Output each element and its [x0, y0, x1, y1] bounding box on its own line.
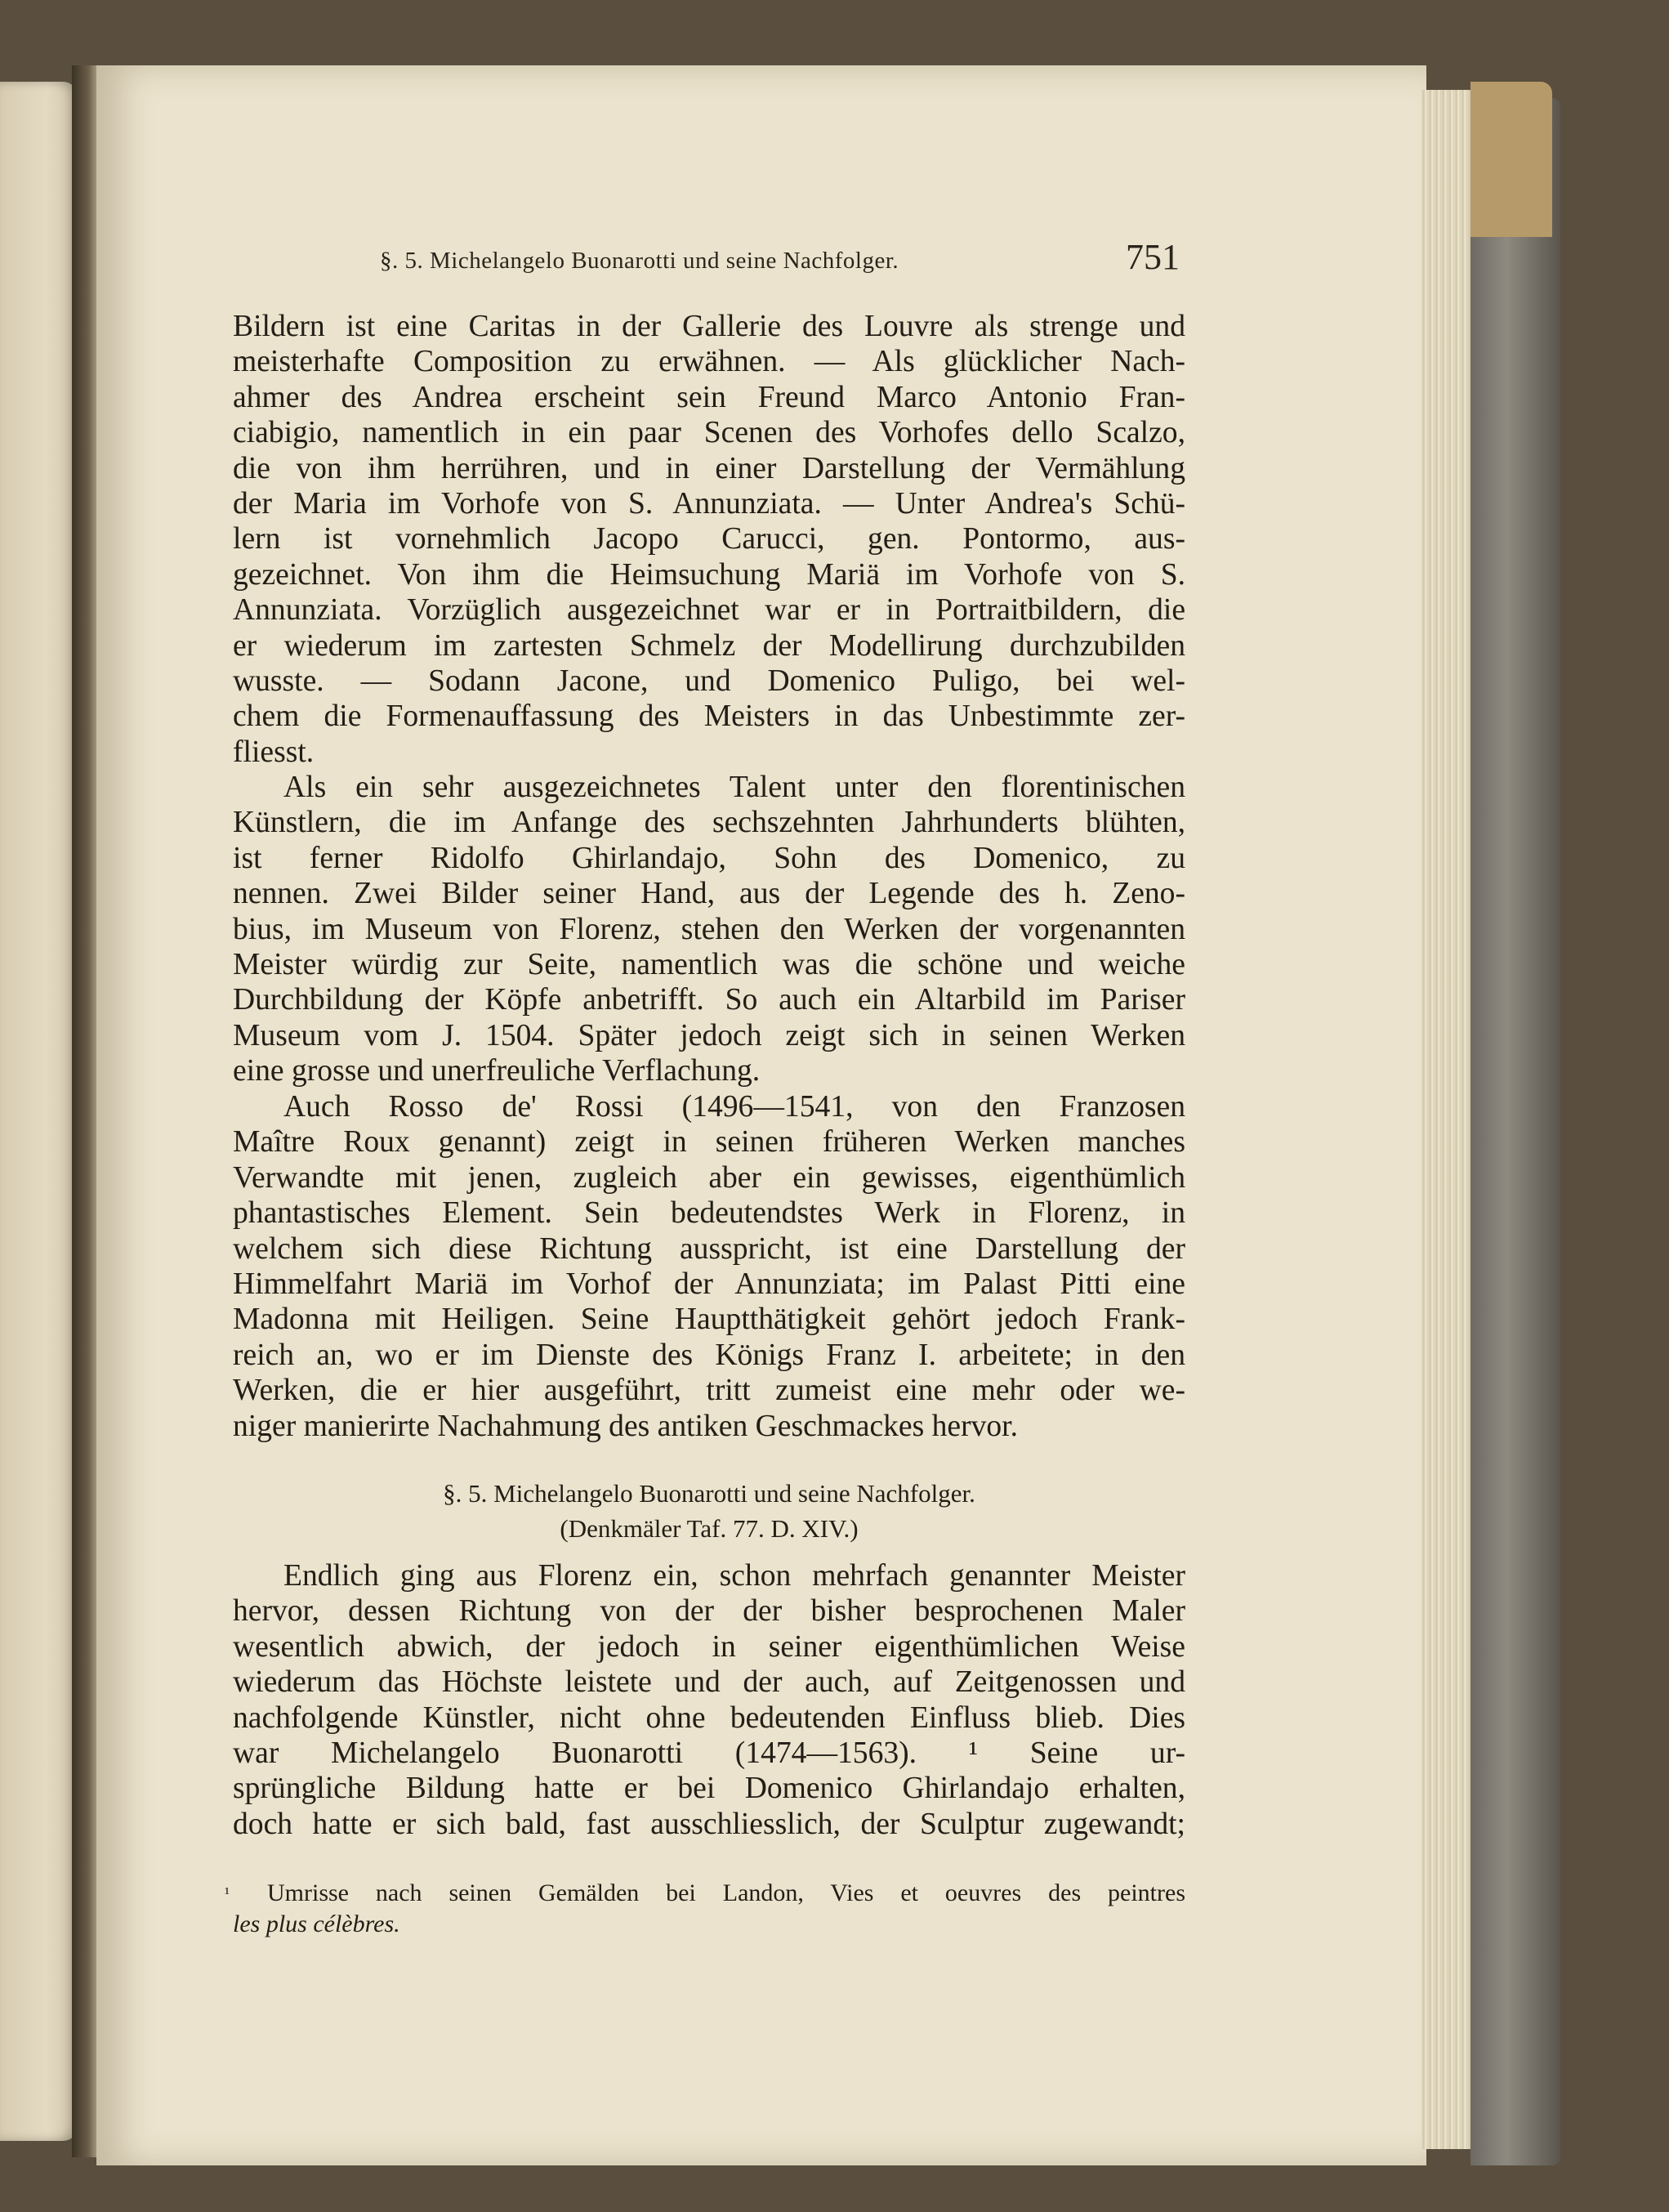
text-line: bius, im Museum von Florenz, stehen den Werken der vorgenannten	[233, 912, 1185, 946]
cover-corner	[1470, 82, 1552, 237]
text-line: er wiederum im zartesten Schmelz der Modellirung durchzubilden	[233, 628, 1185, 663]
text-line: wiederum das Höchste leistete und der auch, auf Zeitgenossen und	[233, 1665, 1185, 1700]
footnote-line: Umrisse nach seinen Gemälden bei Landon, Vies et oeuvres des peintres	[267, 1879, 1185, 1906]
text-line: der Maria im Vorhofe von S. Annunziata. — Unter Andrea's Schü-	[233, 486, 1185, 521]
text-line: ist ferner Ridolfo Ghirlandajo, Sohn des Domenico, zu	[233, 841, 1185, 875]
text-line: lern ist vornehmlich Jacopo Carucci, gen. Pontormo, aus-	[233, 522, 1185, 556]
text-line: sprüngliche Bildung hatte er bei Domenico Ghirlandajo erhalten,	[233, 1772, 1185, 1806]
left-page-edge	[0, 82, 78, 2141]
text-line: Endlich ging aus Florenz ein, schon mehrfach genannter Meister	[283, 1559, 1185, 1593]
text-line: die von ihm herrühren, und in einer Darstellung der Vermählung	[233, 451, 1185, 485]
text-line: wusste. — Sodann Jacone, und Domenico Puligo, bei wel-	[233, 664, 1185, 698]
text-line: Museum vom J. 1504. Später jedoch zeigt sich in seinen Werken	[233, 1018, 1185, 1052]
text-line: welchem sich diese Richtung ausspricht, ist eine Darstellung der	[233, 1231, 1185, 1266]
text-line: eine grosse und unerfreuliche Verflachung.	[233, 1054, 761, 1088]
section-subheading: (Denkmäler Taf. 77. D. XIV.)	[560, 1514, 859, 1543]
paragraph-2	[233, 770, 1185, 1089]
running-head: §. 5. Michelangelo Buonarotti und seine Nachfolger.	[380, 248, 899, 274]
text-line: phantastisches Element. Sein bedeutendstes Werk in Florenz, in	[233, 1196, 1185, 1231]
section-heading: §. 5. Michelangelo Buonarotti und seine Nachfolger.	[443, 1479, 975, 1508]
text-line: Himmelfahrt Mariä im Vorhof der Annunziata; im Palast Pitti eine	[233, 1267, 1185, 1301]
paragraph-3	[233, 1089, 1185, 1444]
text-line: Verwandte mit jenen, zugleich aber ein gewisses, eigenthümlich	[233, 1160, 1185, 1195]
text-line: Als ein sehr ausgezeichnetes Talent unter den florentinischen	[283, 771, 1185, 804]
text-line: Annunziata. Vorzüglich ausgezeichnet war er in Portraitbildern, die	[233, 593, 1185, 628]
footnote-mark: ¹	[225, 1884, 230, 1902]
text-line: Madonna mit Heiligen. Seine Hauptthätigkeit gehört jedoch Frank-	[233, 1303, 1185, 1337]
text-line: doch hatte er sich bald, fast ausschliesslich, der Sculptur zugewandt;	[233, 1807, 1185, 1841]
text-line: wesentlich abwich, der jedoch in seiner eigenthümlichen Weise	[233, 1629, 1185, 1664]
text-line: meisterhafte Composition zu erwähnen. — Als glücklicher Nach-	[233, 345, 1185, 379]
page-number: 751	[1126, 237, 1180, 277]
text-line: Auch Rosso de' Rossi (1496—1541, von den Franzosen	[283, 1090, 1185, 1124]
paragraph-4	[233, 1558, 1185, 1842]
text-line: ahmer des Andrea erscheint sein Freund Marco Antonio Fran-	[233, 380, 1185, 414]
text-line: Meister würdig zur Seite, namentlich was die schöne und weiche	[233, 947, 1185, 981]
text-line: niger manierirte Nachahmung des antiken Geschmackes hervor.	[233, 1409, 1019, 1443]
text-line: nachfolgende Künstler, nicht ohne bedeutenden Einfluss blieb. Dies	[233, 1700, 1185, 1735]
text-line: reich an, wo er im Dienste des Königs Franz I. arbeitete; in den	[233, 1338, 1185, 1372]
text-line: Werken, die er hier ausgeführt, tritt zumeist eine mehr oder we-	[233, 1374, 1185, 1408]
footnote	[225, 1878, 1185, 1940]
text-line: Künstlern, die im Anfange des sechszehnten Jahrhunderts blühten,	[233, 806, 1185, 840]
text-line: ciabigio, namentlich in ein paar Scenen des Vorhofes dello Scalzo,	[233, 416, 1185, 450]
footnote-line: les plus célèbres.	[233, 1910, 400, 1937]
text-line: nennen. Zwei Bilder seiner Hand, aus der Legende des h. Zeno-	[233, 877, 1185, 911]
text-line: Durchbildung der Köpfe anbetrifft. So auch ein Altarbild im Pariser	[233, 983, 1185, 1017]
text-line: chem die Formenauffassung des Meisters in das Unbestimmte zer-	[233, 699, 1185, 734]
text-line: hervor, dessen Richtung von der der bisher besprochenen Maler	[233, 1594, 1185, 1629]
paragraph-1	[233, 309, 1185, 770]
text-line: fliesst.	[233, 735, 315, 769]
text-line: war Michelangelo Buonarotti (1474—1563). ¹ Seine ur-	[233, 1736, 1185, 1770]
text-line: gezeichnet. Von ihm die Heimsuchung Mariä im Vorhofe von S.	[233, 557, 1185, 592]
book-cover	[1470, 98, 1560, 2165]
text-line: Bildern ist eine Caritas in der Gallerie des Louvre als strenge und	[233, 310, 1185, 343]
text-line: Maître Roux genannt) zeigt in seinen früheren Werken manches	[233, 1125, 1185, 1160]
